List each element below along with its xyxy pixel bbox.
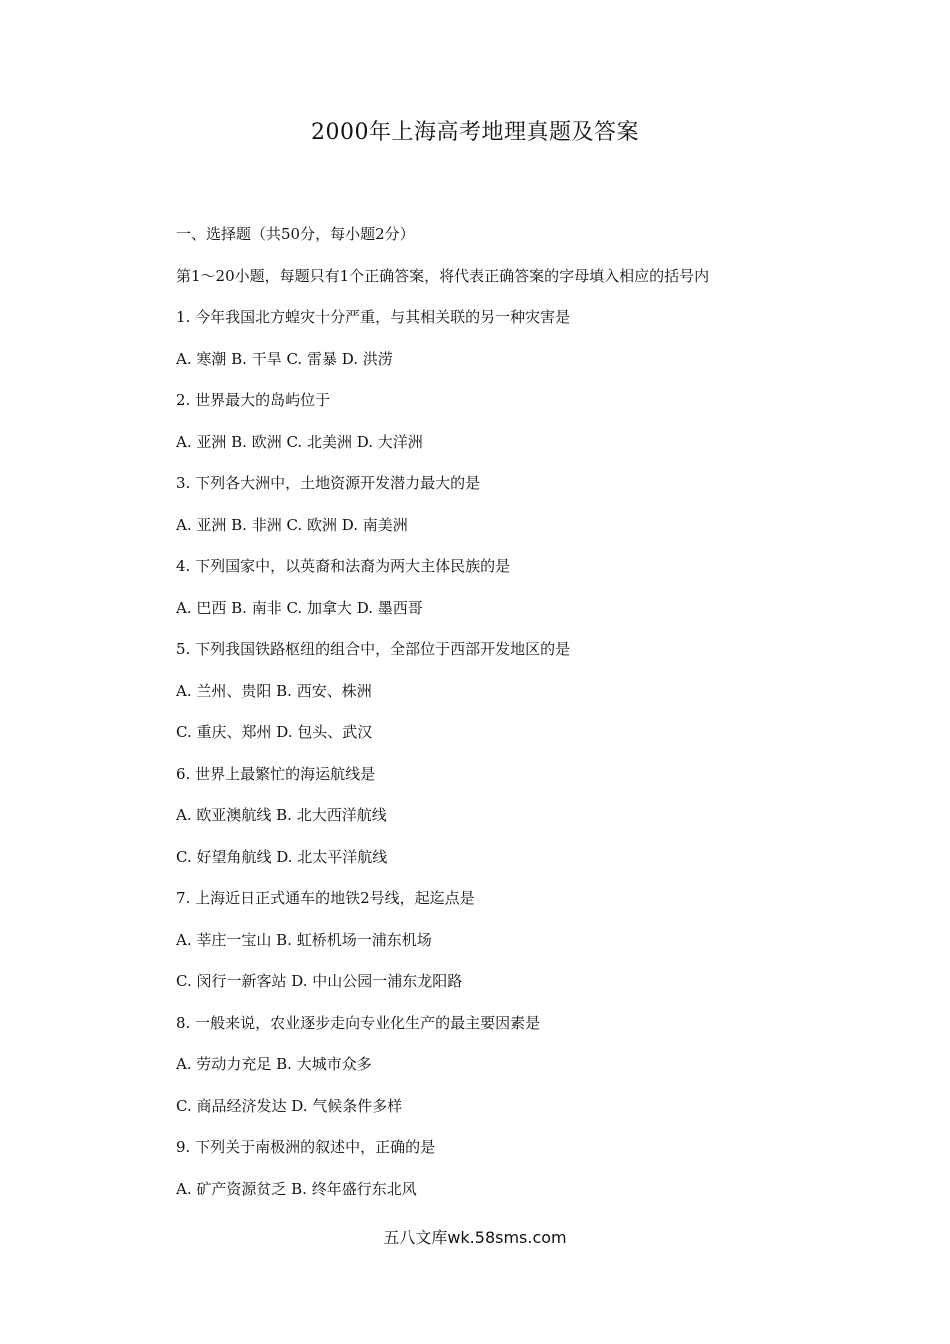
question-6-options-ab: A. 欧亚澳航线 B. 北大西洋航线 xyxy=(176,806,387,824)
question-7: 7. 上海近日正式通车的地铁2号线，起迄点是 xyxy=(176,889,475,907)
page-title: 2000年上海高考地理真题及答案 xyxy=(311,120,639,145)
instructions: 第1～20小题，每题只有1个正确答案，将代表正确答案的字母填入相应的括号内 xyxy=(176,266,710,285)
question-5-options-cd: C. 重庆、郑州 D. 包头、武汉 xyxy=(176,723,373,741)
question-6: 6. 世界上最繁忙的海运航线是 xyxy=(176,764,376,783)
question-1: 1. 今年我国北方蝗灾十分严重，与其相关联的另一种灾害是 xyxy=(176,308,571,326)
section-heading: 一、选择题（共50分，每小题2分） xyxy=(176,225,415,243)
question-7-options-ab: A. 莘庄一宝山 B. 虹桥机场一浦东机场 xyxy=(176,930,432,949)
question-2-options: A. 亚洲 B. 欧洲 C. 北美洲 D. 大洋洲 xyxy=(176,432,423,451)
document-body xyxy=(176,214,816,1210)
question-6-options-cd: C. 好望角航线 D. 北太平洋航线 xyxy=(176,847,388,866)
question-3: 3. 下列各大洲中，土地资源开发潜力最大的是 xyxy=(176,474,481,492)
question-9-options-ab: A. 矿产资源贫乏 B. 终年盛行东北风 xyxy=(176,1179,417,1198)
question-5-options-ab: A. 兰州、贵阳 B. 西安、株洲 xyxy=(176,681,372,700)
question-2: 2. 世界最大的岛屿位于 xyxy=(176,391,331,409)
question-4-options: A. 巴西 B. 南非 C. 加拿大 D. 墨西哥 xyxy=(176,598,423,617)
footer-watermark: 五八文库wk.58sms.com xyxy=(383,1228,567,1247)
question-3-options: A. 亚洲 B. 非洲 C. 欧洲 D. 南美洲 xyxy=(176,515,408,534)
question-8: 8. 一般来说，农业逐步走向专业化生产的最主要因素是 xyxy=(176,1013,541,1032)
question-5: 5. 下列我国铁路枢纽的组合中，全部位于西部开发地区的是 xyxy=(176,640,571,658)
question-8-options-cd: C. 商品经济发达 D. 气候条件多样 xyxy=(176,1096,403,1115)
question-9: 9. 下列关于南极洲的叙述中，正确的是 xyxy=(176,1138,436,1156)
question-7-options-cd: C. 闵行一新客站 D. 中山公园一浦东龙阳路 xyxy=(176,972,463,990)
question-1-options: A. 寒潮 B. 干旱 C. 雷暴 D. 洪涝 xyxy=(176,349,393,368)
question-8-options-ab: A. 劳动力充足 B. 大城市众多 xyxy=(176,1055,372,1073)
question-4: 4. 下列国家中，以英裔和法裔为两大主体民族的是 xyxy=(176,557,511,575)
